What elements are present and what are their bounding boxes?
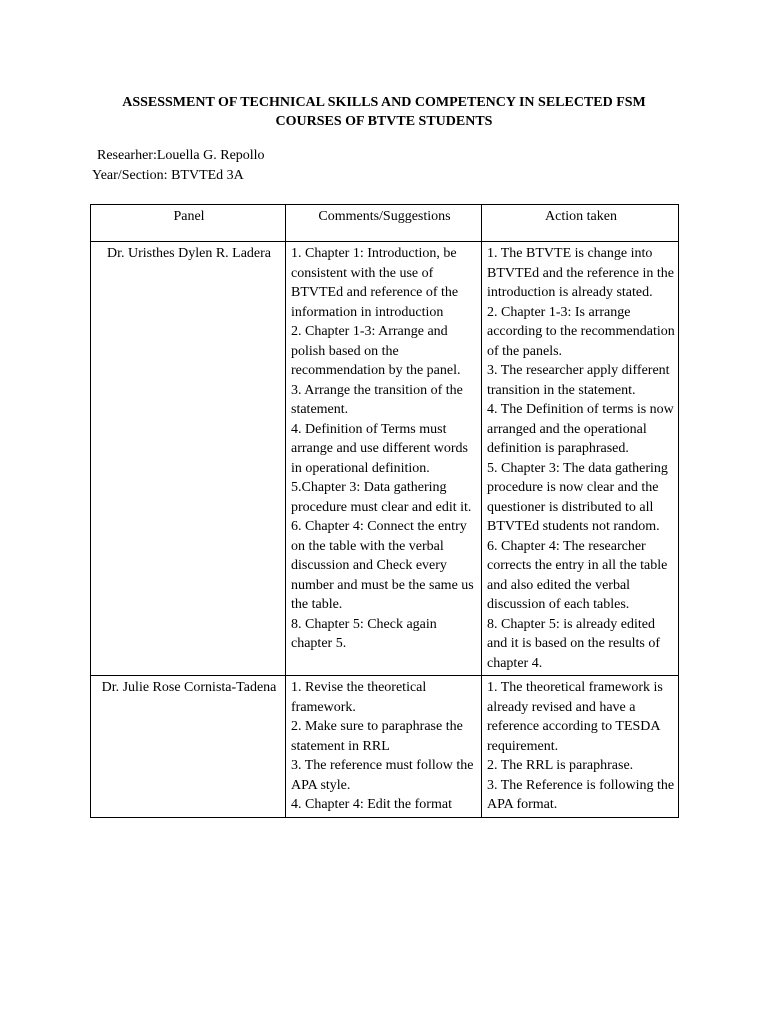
- comment-item: 2. Make sure to paraphrase the statement in RRL: [291, 719, 463, 754]
- comment-item: 4. Definition of Terms must arrange and use different words in operational definition.: [291, 421, 469, 476]
- table-row: [91, 242, 679, 676]
- action-item: 3. The researcher apply different transition in the statement.: [487, 363, 670, 398]
- document-meta: [92, 146, 265, 186]
- header-comments: Comments/Suggestions: [286, 205, 482, 242]
- comments-cell: [286, 242, 482, 676]
- comment-item: 8. Chapter 5: Check again chapter 5.: [291, 616, 437, 651]
- panel-review-table: [90, 204, 679, 818]
- comment-item: 1. Chapter 1: Introduction, be consistent with the use of BTVTEd and reference of the information in introduction: [291, 246, 459, 320]
- comment-item: 6. Chapter 4: Connect the entry on the table with the verbal discussion and Check every number and must be the same us the table.: [291, 519, 474, 612]
- header-panel: Panel: [91, 205, 286, 242]
- action-item: 2. Chapter 1-3: Is arrange according to the recommendation of the panels.: [487, 304, 675, 359]
- comment-item: 1. Revise the theoretical framework.: [291, 680, 427, 715]
- document-title: [88, 93, 680, 131]
- action-item: 1. The theoretical framework is already revised and have a reference according to TESDA requirement.: [487, 680, 663, 754]
- year-section: Year/Section: BTVTEd 3A: [92, 168, 244, 183]
- action-item: 1. The BTVTE is change into BTVTEd and the reference in the introduction is already stated.: [487, 246, 674, 300]
- comment-item: 3. The reference must follow the APA style.: [291, 758, 474, 793]
- title-line-1: ASSESSMENT OF TECHNICAL SKILLS AND COMPETENCY IN SELECTED FSM: [122, 95, 646, 110]
- action-item: 5. Chapter 3: The data gathering procedure is now clear and the questioner is distributed to all BTVTEd students not random.: [487, 460, 668, 534]
- header-action-taken: Action taken: [482, 205, 679, 242]
- action-item: 4. The Definition of terms is now arranged and the operational definition is paraphrased.: [487, 402, 674, 456]
- actions-cell: [482, 676, 679, 818]
- researcher-name: Researher:Louella G. Repollo: [97, 148, 265, 163]
- title-line-2: COURSES OF BTVTE STUDENTS: [275, 114, 493, 129]
- action-item: 6. Chapter 4: The researcher corrects the entry in all the table and also edited the verbal discussion of each tables.: [487, 538, 668, 612]
- comment-item: 5.Chapter 3: Data gathering procedure must clear and edit it.: [291, 480, 472, 515]
- action-item: 2. The RRL is paraphrase.: [487, 758, 634, 773]
- action-item: 8. Chapter 5: is already edited and it is based on the results of chapter 4.: [487, 616, 661, 671]
- comments-cell: [286, 676, 482, 818]
- comment-item: 4. Chapter 4: Edit the format: [291, 797, 452, 812]
- panel-member-name: Dr. Julie Rose Cornista-Tadena: [91, 676, 286, 818]
- actions-cell: [482, 242, 679, 676]
- action-item: 3. The Reference is following the APA format.: [487, 777, 675, 812]
- table-row: [91, 676, 679, 818]
- table-header-row: [91, 205, 679, 242]
- panel-member-name: Dr. Uristhes Dylen R. Ladera: [91, 242, 286, 676]
- comment-item: 2. Chapter 1-3: Arrange and polish based on the recommendation by the panel.: [291, 324, 461, 378]
- comment-item: 3. Arrange the transition of the statement.: [291, 382, 463, 417]
